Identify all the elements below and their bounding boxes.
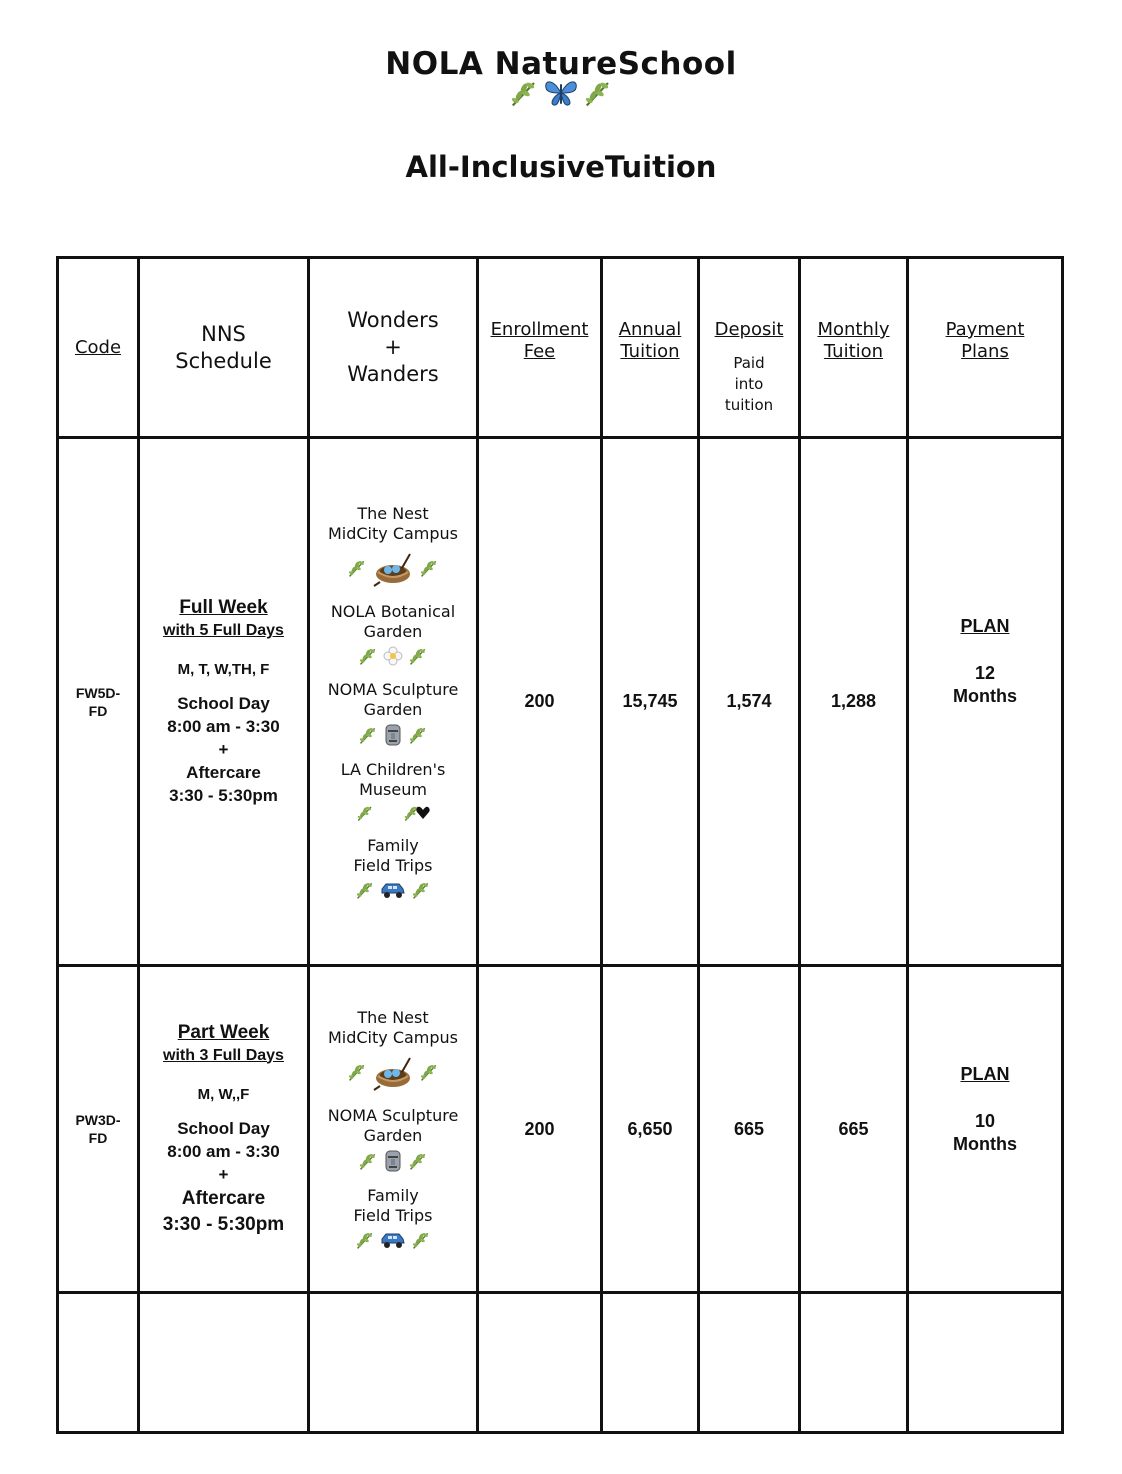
- place-item: The Nest MidCity Campus: [310, 504, 476, 588]
- schedule-cell: Part Week with 3 Full Days M, W,,F School Day 8:00 am - 3:30 + Aftercare 3:30 - 5:30pm: [139, 966, 309, 1293]
- flower-icon: [383, 646, 403, 666]
- leaf-sprig-icon: [355, 1230, 375, 1250]
- schedule-days: M, W,,F: [197, 1085, 250, 1103]
- schedule-subtitle: with 5 Full Days: [163, 622, 284, 639]
- leaf-sprig-icon: [509, 78, 539, 108]
- schedule-cell: Full Week with 5 Full Days M, T, W,TH, F School Day 8:00 am - 3:30 + Aftercare 3:30 - 5:30pm: [139, 438, 309, 966]
- empty-row: [58, 1293, 1063, 1433]
- nest-icon: [372, 548, 414, 588]
- leaf-sprig-icon: [358, 646, 378, 666]
- empty-cell: [309, 1293, 478, 1433]
- code-cell: PW3D- FD: [58, 966, 139, 1293]
- code-cell: FW5D- FD: [58, 438, 139, 966]
- leaf-sprig-icon: [347, 1062, 367, 1082]
- car-icon: [380, 880, 406, 900]
- leaf-sprig-icon: [408, 646, 428, 666]
- schedule-header: NNS Schedule: [139, 258, 309, 438]
- schedule-subtitle: with 3 Full Days: [163, 1046, 284, 1064]
- title-decoration: [0, 78, 1122, 108]
- annual-tuition-cell: 6,650: [602, 966, 699, 1293]
- page-title: NOLA NatureSchool: [385, 46, 737, 82]
- leaf-sprig-icon: [347, 558, 367, 578]
- leaf-sprig-icon: [358, 725, 378, 745]
- page-subtitle: All-InclusiveTuition: [405, 150, 717, 184]
- place-item: NOMA Sculpture Garden: [310, 680, 476, 746]
- schedule-days: M, T, W,TH, F: [177, 661, 270, 678]
- nest-icon: [372, 1052, 414, 1092]
- annual-tuition-header: Annual Tuition: [602, 258, 699, 438]
- leaf-sprig-icon: [411, 880, 431, 900]
- leaf-sprig-icon: [419, 558, 439, 578]
- empty-cell: [478, 1293, 602, 1433]
- place-item: NOMA Sculpture Garden: [310, 1106, 476, 1172]
- leaf-sprig-icon: [408, 1151, 428, 1171]
- leaf-sprig-icon: [358, 1151, 378, 1171]
- empty-cell: [699, 1293, 800, 1433]
- monthly-tuition-header: Monthly Tuition: [800, 258, 908, 438]
- annual-tuition-cell: 15,745: [602, 438, 699, 966]
- heart-icon: [416, 806, 430, 820]
- butterfly-icon: [543, 78, 579, 108]
- wonders-header: Wonders + Wanders: [309, 258, 478, 438]
- monthly-tuition-cell: 1,288: [800, 438, 908, 966]
- deposit-header: Deposit Paid into tuition: [699, 258, 800, 438]
- place-item: LA Children's Museum: [310, 760, 476, 822]
- car-icon: [380, 1230, 406, 1250]
- place-item: Family Field Trips: [310, 836, 476, 900]
- table-row: [58, 438, 1063, 966]
- payment-plan-cell: PLAN 10 Months: [908, 966, 1063, 1293]
- moai-icon: [383, 1150, 403, 1172]
- empty-cell: [139, 1293, 309, 1433]
- places-cell: [309, 966, 478, 1293]
- payment-plans-header: Payment Plans: [908, 258, 1063, 438]
- place-item: The Nest MidCity Campus: [310, 1008, 476, 1092]
- empty-cell: [800, 1293, 908, 1433]
- schedule-title: Part Week: [177, 1021, 270, 1043]
- leaf-sprig-icon: [583, 78, 613, 108]
- enrollment-fee-header: Enrollment Fee: [478, 258, 602, 438]
- leaf-sprig-icon: [411, 1230, 431, 1250]
- place-item: Family Field Trips: [310, 1186, 476, 1250]
- places-cell: [309, 438, 478, 966]
- enrollment-fee-cell: 200: [478, 966, 602, 1293]
- leaf-sprig-icon: [355, 880, 375, 900]
- payment-plan-cell: PLAN 12 Months: [908, 438, 1063, 966]
- empty-cell: [602, 1293, 699, 1433]
- moai-icon: [383, 724, 403, 746]
- enrollment-fee-cell: 200: [478, 438, 602, 966]
- empty-cell: [908, 1293, 1063, 1433]
- empty-cell: [58, 1293, 139, 1433]
- deposit-cell: 665: [699, 966, 800, 1293]
- leaf-sprig-icon: [356, 804, 374, 822]
- code-header: Code: [58, 258, 139, 438]
- leaf-sprig-icon: [419, 1062, 439, 1082]
- monthly-tuition-cell: 665: [800, 966, 908, 1293]
- tuition-table: [56, 256, 1064, 1434]
- header-row: [58, 258, 1063, 438]
- schedule-title: Full Week: [179, 597, 268, 618]
- place-item: NOLA Botanical Garden: [310, 602, 476, 666]
- table-row: [58, 966, 1063, 1293]
- deposit-cell: 1,574: [699, 438, 800, 966]
- leaf-sprig-icon: [408, 725, 428, 745]
